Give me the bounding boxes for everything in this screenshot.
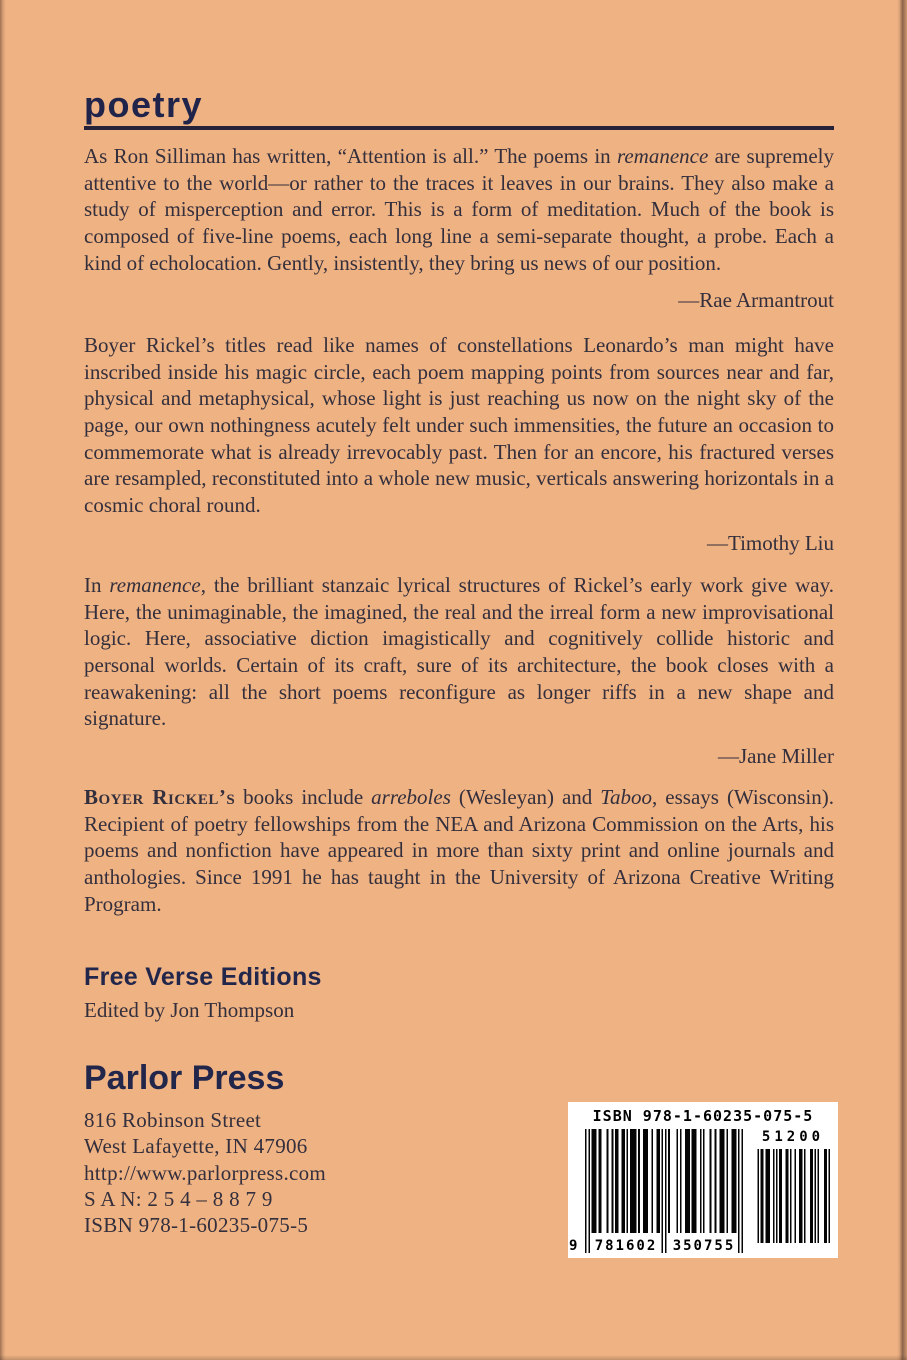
blurb-attribution: —Timothy Liu	[706, 530, 834, 555]
publisher-isbn: ISBN 978-1-60235-075-5	[84, 1213, 309, 1238]
heading-rule	[84, 126, 834, 130]
ean5-bars	[756, 1149, 830, 1243]
ean13-barcode	[569, 1129, 743, 1254]
ean13-left-digits: 781602	[594, 1238, 658, 1254]
ean5-addon-barcode	[756, 1129, 830, 1253]
barcode-isbn-text: ISBN 978-1-60235-075-5	[592, 1107, 814, 1125]
bottom-edge-shadow	[0, 1355, 907, 1360]
publisher-street: 816 Robinson Street	[84, 1108, 262, 1132]
left-edge-shadow	[0, 0, 6, 1360]
ean13-bars	[585, 1129, 743, 1253]
ean13-first-digit: 9	[569, 1238, 578, 1254]
publisher-block	[84, 1059, 326, 1238]
blurb-text: Boyer Rickel’s titles read like names of constellations Leonardo’s man might have inscribed inside his magic circle, each poem mapping points from sources near and far, physical and metaphysical, whose light is just reaching us now on the night sky of the page, our own nothingness acutely felt under such immensities, the future an occasion to commemorate what is already irrevocably past. Then for an encore, his fractured verses are resampled, reconstituted into a whole new music, verticals answering horizontals in a cosmic choral round.	[84, 333, 834, 517]
blurb-attribution: —Rae Armantrout	[678, 288, 834, 313]
publisher-name: Parlor Press	[84, 1059, 285, 1097]
author-bio-text: Boyer Rickel’s books include arreboles (Wesleyan) and Taboo, essays (Wisconsin). Recipient of poetry fellowships from the NEA and Arizona Commission on the Arts, his poems and nonfiction have appeared in more than sixty print and online journals and anthologies. Since 1991 he has taught in the University of Arizona Creative Writing Program.	[84, 785, 834, 916]
publisher-website: http://www.parlorpress.com	[84, 1160, 327, 1185]
blurb-text: As Ron Silliman has written, “Attention is all.” The poems in remanence are supremely attentive to the world—or rather to the traces it leaves in our brains. They also make a study of misperception and error. This is a form of meditation. Much of the book is composed of five-line poems, each long line a semi-separate thought, a probe. Each a kind of echolocation. Gently, insistently, they bring us news of our position.	[84, 144, 834, 275]
publisher-city: West Lafayette, IN 47906	[84, 1134, 308, 1159]
ean5-price-code: 51200	[761, 1129, 825, 1145]
series-block	[84, 963, 322, 1023]
publisher-san: S A N: 2 5 4 – 8 8 7 9	[84, 1186, 273, 1211]
blurb-miller	[84, 572, 834, 769]
barcode-panel	[568, 1102, 838, 1258]
right-edge-shadow	[897, 0, 907, 1360]
blurb-attribution: —Jane Miller	[717, 743, 834, 768]
blurb-armantrout	[84, 143, 834, 313]
ean13-right-digits: 350755	[672, 1238, 736, 1254]
author-bio	[84, 784, 834, 917]
blurb-liu	[84, 332, 834, 556]
category-heading: poetry	[84, 84, 204, 125]
blurb-text: In remanence, the brilliant stanzaic lyrical structures of Rickel’s early work give way. Here, the unimaginable, the imagined, the real and the irreal form a new improvisational logic. Here, associative diction imagistically and cognitively collide historic and personal worlds. Certain of its craft, sure of its architecture, the book closes with a reawakening: all the short poems reconfigure as longer riffs in a new shape and signature.	[84, 573, 834, 731]
series-name: Free Verse Editions	[84, 963, 322, 991]
series-editor: Edited by Jon Thompson	[84, 998, 295, 1022]
